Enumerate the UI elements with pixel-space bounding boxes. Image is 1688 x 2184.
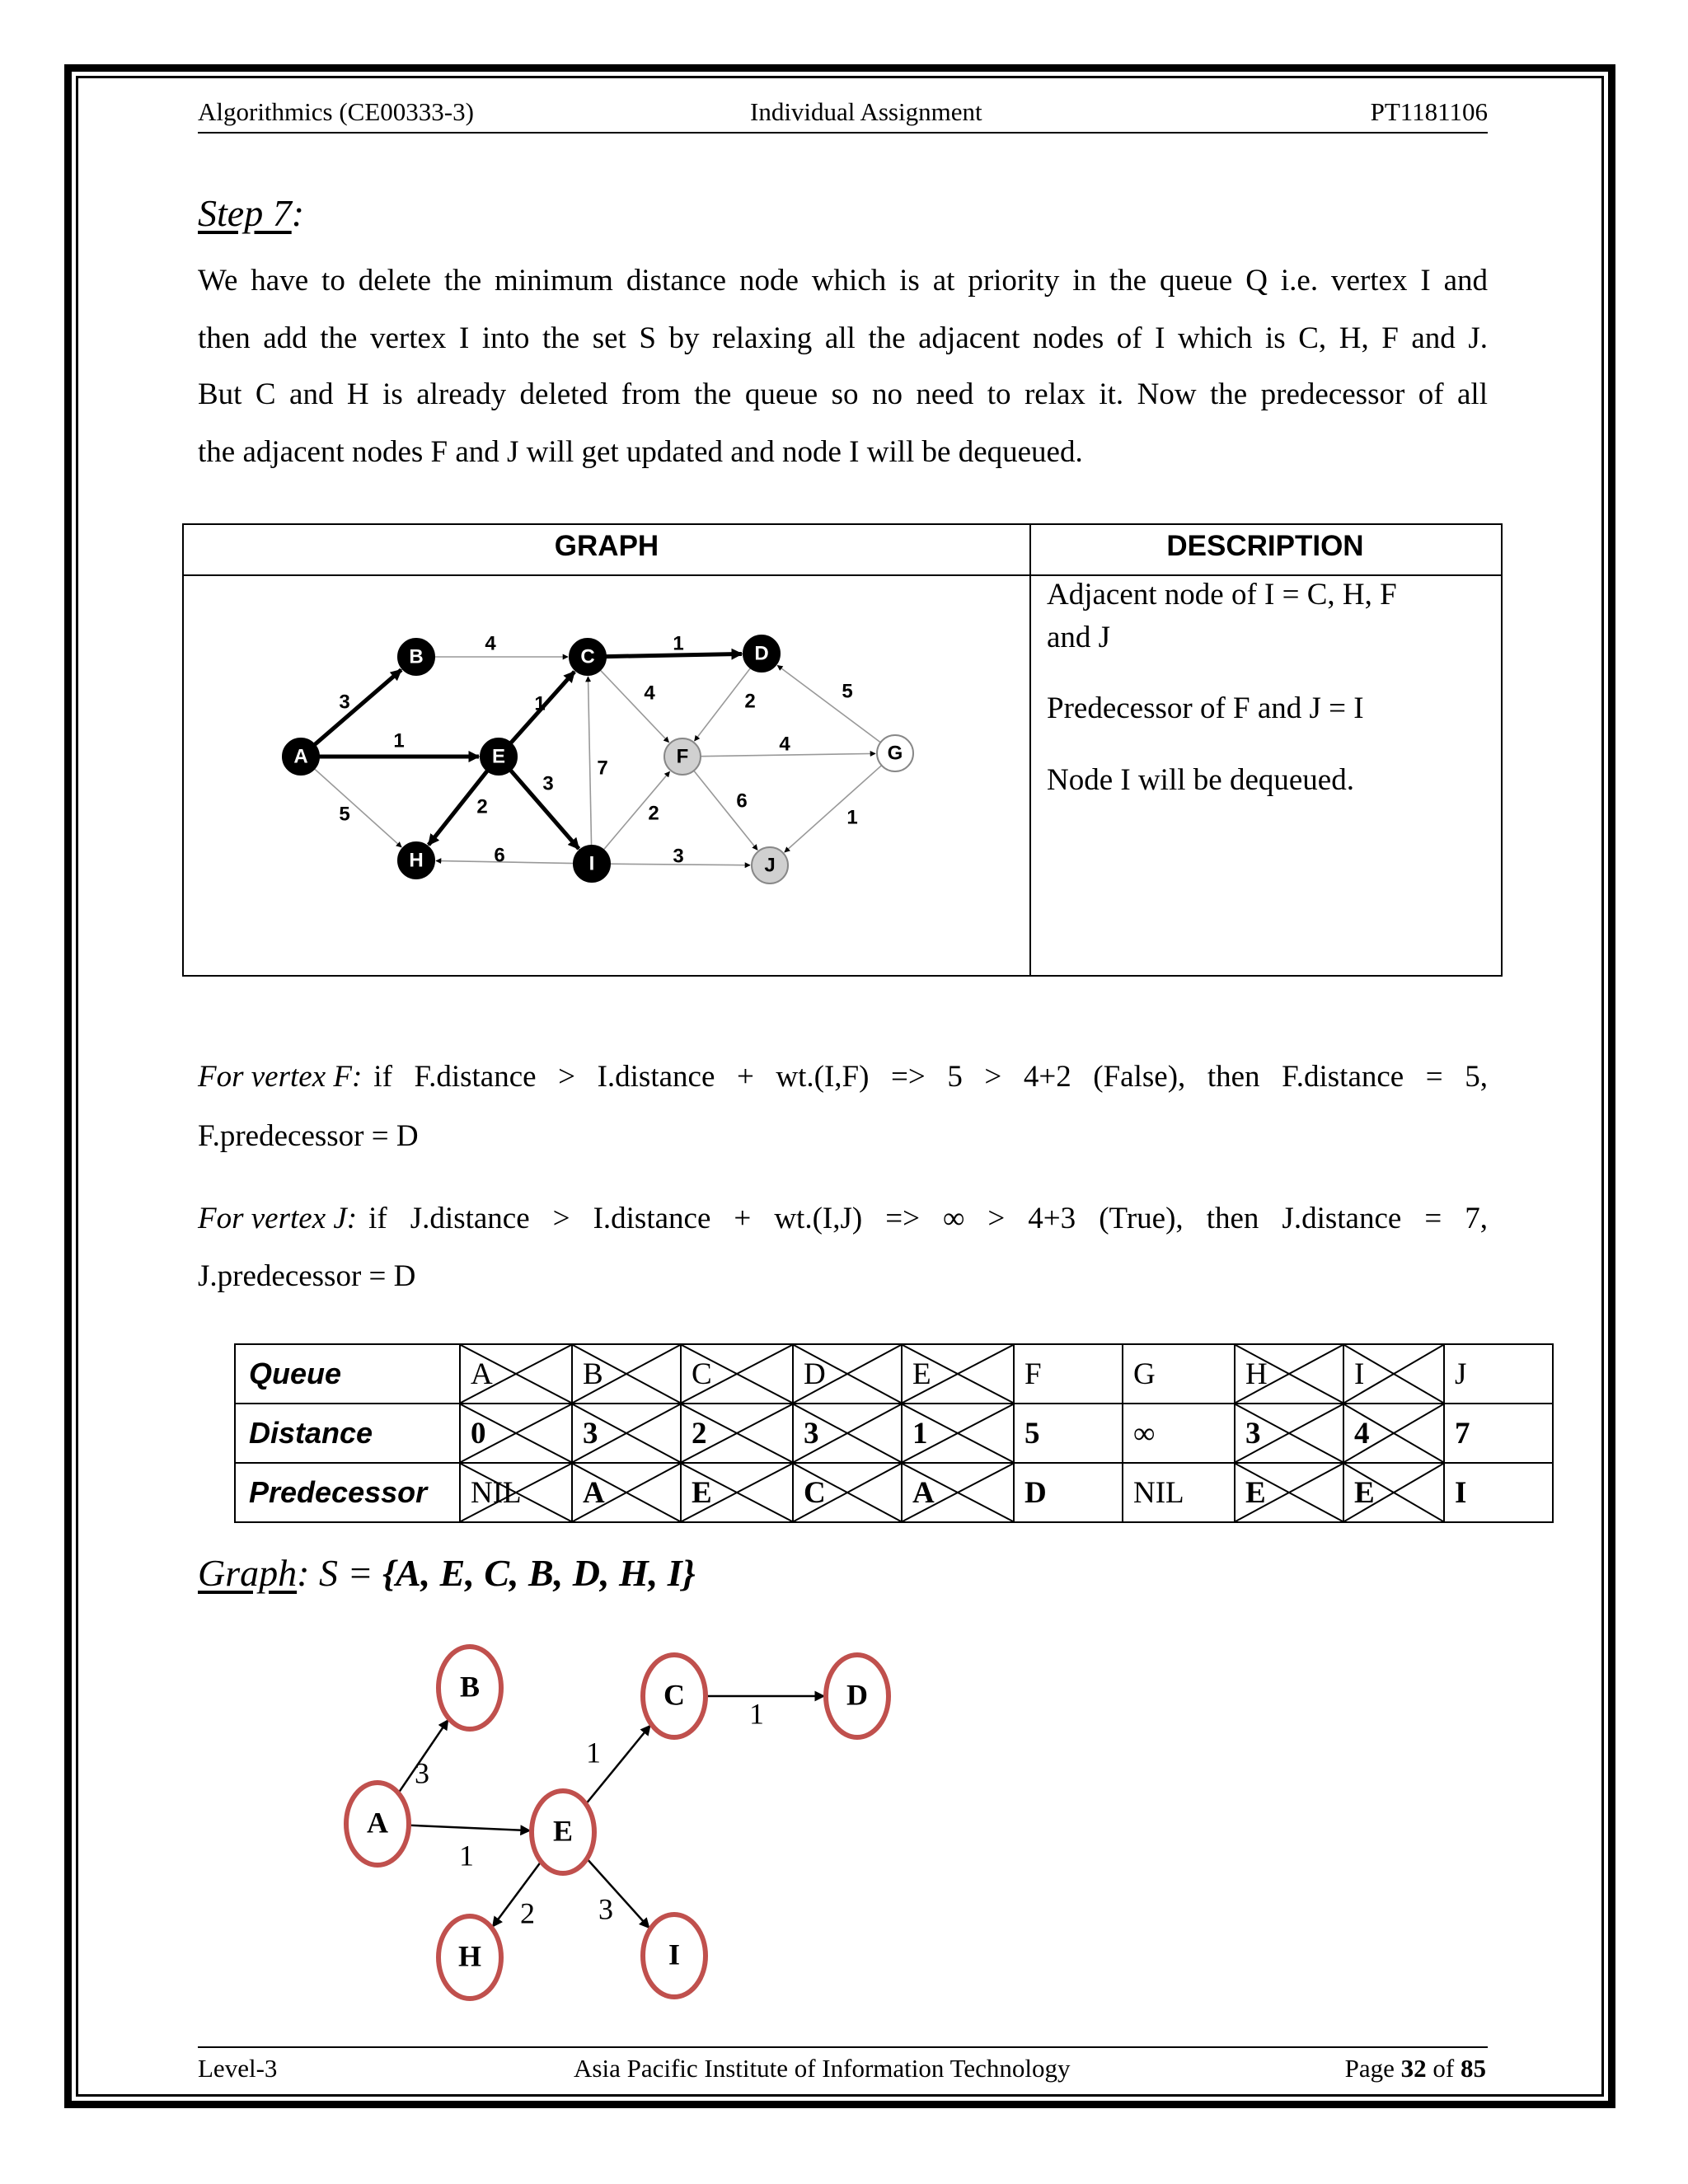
queue-cell-value: B (583, 1357, 603, 1391)
description-line-2: and J (1047, 621, 1111, 654)
edge-I-C (588, 677, 591, 846)
queue-cell-distance-I (1343, 1404, 1444, 1463)
step-title: Step 7: (198, 192, 305, 234)
tree-edge-weight-E-H: 2 (520, 1896, 535, 1930)
queue-cell-distance-J (1444, 1404, 1553, 1463)
queue-cell-value: G (1133, 1357, 1156, 1391)
header-title: Individual Assignment (750, 97, 982, 126)
paragraph-line-2: then add the vertex I into the set S by relaxing all the adjacent nodes of I which is C, H, F and J. (198, 321, 1488, 355)
queue-row-label-distance: Distance (235, 1404, 460, 1463)
queue-cell-value: NIL (1133, 1475, 1184, 1510)
tree-edge-A-E (409, 1825, 530, 1831)
queue-cell-queue-A (460, 1344, 572, 1404)
edge-weight-E-I: 3 (542, 772, 554, 795)
queue-cell-queue-B (572, 1344, 681, 1404)
step-title-text: Step 7 (198, 192, 292, 234)
queue-cell-value: D (804, 1357, 826, 1391)
queue-cell-distance-A (460, 1404, 572, 1463)
graph-node-label-B: B (409, 645, 424, 668)
queue-cell-value: 3 (804, 1416, 819, 1451)
graph-s-prefix: : S = (297, 1552, 382, 1594)
queue-row-label-queue: Queue (235, 1344, 460, 1404)
queue-cell-value: C (804, 1475, 826, 1510)
queue-cell-value: 5 (1025, 1416, 1040, 1451)
edge-weight-I-F: 2 (648, 802, 659, 825)
queue-cell-predecessor-E (902, 1463, 1014, 1522)
queue-cell-distance-G (1123, 1404, 1235, 1463)
graph-s-set: {A, E, C, B, D, H, I} (382, 1552, 696, 1594)
queue-cell-distance-H (1235, 1404, 1343, 1463)
tree-edge-weight-C-D: 1 (749, 1697, 764, 1731)
paragraph-line-3: But C and H is already deleted from the queue so no need to relax it. Now the predecessor of all (198, 377, 1488, 411)
formula-f-lead: For vertex F: (198, 1060, 363, 1094)
queue-cell-queue-I (1343, 1344, 1444, 1404)
edge-weight-G-J: 1 (846, 806, 858, 829)
formula-j-line2: J.predecessor = D (198, 1259, 416, 1293)
formula-j-lead: For vertex J: (198, 1202, 358, 1235)
formula-f-text: if F.distance > I.distance + wt.(I,F) => 5 > 4+2 (False), then F.distance = 5, (373, 1060, 1488, 1094)
tree-edge-weight-A-E: 1 (459, 1839, 474, 1872)
description-line-1: Adjacent node of I = C, H, F (1047, 578, 1397, 612)
edge-weight-F-G: 4 (779, 733, 790, 756)
description-line-4: Node I will be dequeued. (1047, 763, 1354, 797)
graph-node-label-J: J (764, 854, 776, 877)
edge-weight-G-D: 5 (842, 680, 853, 703)
queue-cell-value: I (1455, 1475, 1467, 1510)
queue-cell-value: A (583, 1475, 605, 1510)
description-column-header: DESCRIPTION (1166, 530, 1364, 562)
footer-rule (198, 2046, 1488, 2048)
footer-page-total: 85 (1461, 2054, 1486, 2083)
edge-A-B (315, 670, 401, 745)
tree-node-label-B: B (459, 1670, 481, 1704)
formula-j-text: if J.distance > I.distance + wt.(I,J) => ∞ > 4+3 (True), then J.distance = 7, (368, 1202, 1488, 1235)
edge-G-D (777, 665, 880, 742)
queue-cell-value: 0 (471, 1416, 486, 1451)
queue-cell-value: 3 (1245, 1416, 1261, 1451)
queue-cell-value: 2 (692, 1416, 707, 1451)
graph-column-header: GRAPH (554, 530, 659, 562)
graph-node-label-H: H (409, 849, 424, 872)
formula-f-line2: F.predecessor = D (198, 1119, 419, 1153)
footer-page (1345, 2054, 1486, 2083)
footer-page-of: of (1426, 2054, 1461, 2083)
graph-node-label-G: G (887, 742, 903, 765)
queue-cell-predecessor-D (793, 1463, 902, 1522)
graph-node-label-F: F (676, 745, 689, 768)
footer-institute: Asia Pacific Institute of Information Technology (574, 2054, 1071, 2083)
formula-f (198, 1062, 1488, 1092)
queue-cell-value: J (1455, 1357, 1467, 1391)
queue-cell-value: E (692, 1475, 712, 1510)
queue-cell-predecessor-J (1444, 1463, 1553, 1522)
tree-node-label-A: A (367, 1806, 388, 1840)
tree-edge-E-I (587, 1858, 649, 1928)
graph-s-heading (198, 1551, 696, 1595)
queue-cell-value: A (471, 1357, 493, 1391)
formula-j (198, 1203, 1488, 1234)
queue-cell-queue-F (1014, 1344, 1123, 1404)
queue-cell-value: E (1245, 1475, 1266, 1510)
edge-weight-A-H: 5 (339, 803, 350, 826)
queue-cell-queue-G (1123, 1344, 1235, 1404)
edge-weight-A-B: 3 (339, 691, 350, 714)
queue-cell-queue-E (902, 1344, 1014, 1404)
queue-cell-value: F (1025, 1357, 1042, 1391)
edge-I-F (603, 771, 669, 850)
edge-weight-F-J: 6 (736, 790, 748, 813)
queue-table (234, 1343, 1554, 1523)
edge-weight-I-J: 3 (673, 845, 684, 868)
tree-node-label-D: D (846, 1678, 868, 1712)
edge-A-H (314, 769, 401, 847)
edge-weight-A-E: 1 (393, 729, 405, 752)
queue-row-distance (235, 1404, 1553, 1463)
edge-weight-C-D: 1 (673, 632, 684, 655)
graph-node-label-I: I (588, 852, 595, 875)
queue-row-predecessor (235, 1463, 1553, 1522)
queue-cell-value: A (912, 1475, 935, 1510)
queue-row-queue (235, 1344, 1553, 1404)
queue-cell-predecessor-F (1014, 1463, 1123, 1522)
graph-node-label-D: D (754, 642, 769, 665)
edge-weight-D-F: 2 (744, 690, 756, 713)
tree-edge-weight-A-B: 3 (415, 1756, 429, 1790)
tree-node-label-E: E (552, 1814, 574, 1848)
queue-cell-predecessor-A (460, 1463, 572, 1522)
edge-G-J (785, 766, 882, 852)
queue-cell-queue-H (1235, 1344, 1343, 1404)
queue-cell-value: 7 (1455, 1416, 1470, 1451)
header-student-id: PT1181106 (1370, 97, 1488, 126)
edge-D-F (695, 668, 751, 741)
paragraph-line-1: We have to delete the minimum distance node which is at priority in the queue Q i.e. vertex I and (198, 264, 1488, 298)
footer-page-number: 32 (1400, 2054, 1427, 2083)
footer-level: Level-3 (198, 2054, 278, 2083)
header-course: Algorithmics (CE00333-3) (198, 97, 474, 126)
tree-edge-weight-E-I: 3 (598, 1892, 613, 1926)
edge-weight-C-F: 4 (644, 682, 655, 705)
queue-cell-value: ∞ (1133, 1416, 1156, 1451)
queue-cell-queue-D (793, 1344, 902, 1404)
tree-node-label-I: I (668, 1938, 681, 1971)
queue-cell-value: 1 (912, 1416, 928, 1451)
queue-cell-distance-D (793, 1404, 902, 1463)
description-line-3: Predecessor of F and J = I (1047, 691, 1364, 725)
tree-node-label-C: C (663, 1678, 685, 1712)
graph-s-label: Graph (198, 1552, 298, 1594)
graph-node-label-C: C (580, 645, 595, 668)
queue-cell-value: 4 (1354, 1416, 1370, 1451)
tree-edge-weight-E-C: 1 (586, 1736, 601, 1769)
queue-row-label-predecessor: Predecessor (235, 1463, 460, 1522)
edge-weight-E-H: 2 (476, 795, 488, 818)
queue-cell-predecessor-C (681, 1463, 793, 1522)
queue-cell-value: I (1354, 1357, 1365, 1391)
queue-cell-value: H (1245, 1357, 1268, 1391)
edge-F-J (694, 771, 757, 850)
queue-cell-value: 3 (583, 1416, 598, 1451)
edge-weight-I-C: 7 (597, 757, 608, 780)
queue-cell-value: E (1354, 1475, 1375, 1510)
queue-cell-predecessor-G (1123, 1463, 1235, 1522)
queue-cell-queue-C (681, 1344, 793, 1404)
queue-cell-value: NIL (471, 1475, 522, 1510)
queue-cell-distance-F (1014, 1404, 1123, 1463)
edge-weight-B-C: 4 (485, 632, 496, 655)
edge-C-F (600, 670, 668, 743)
queue-cell-distance-E (902, 1404, 1014, 1463)
edge-weight-E-C: 1 (534, 692, 546, 715)
graph-node-label-A: A (293, 745, 308, 768)
graph-node-label-E: E (491, 745, 506, 768)
queue-cell-distance-B (572, 1404, 681, 1463)
queue-cell-predecessor-B (572, 1463, 681, 1522)
queue-cell-predecessor-I (1343, 1463, 1444, 1522)
queue-cell-value: C (692, 1357, 712, 1391)
tree-node-label-H: H (457, 1939, 482, 1973)
queue-cell-predecessor-H (1235, 1463, 1343, 1522)
queue-cell-value: E (912, 1357, 931, 1391)
queue-cell-distance-C (681, 1404, 793, 1463)
paragraph-line-4: the adjacent nodes F and J will get updated and node I will be dequeued. (198, 435, 1083, 469)
edge-weight-I-H: 6 (494, 844, 505, 867)
footer-page-prefix: Page (1344, 2054, 1401, 2083)
queue-cell-value: D (1025, 1475, 1047, 1510)
queue-cell-queue-J (1444, 1344, 1553, 1404)
